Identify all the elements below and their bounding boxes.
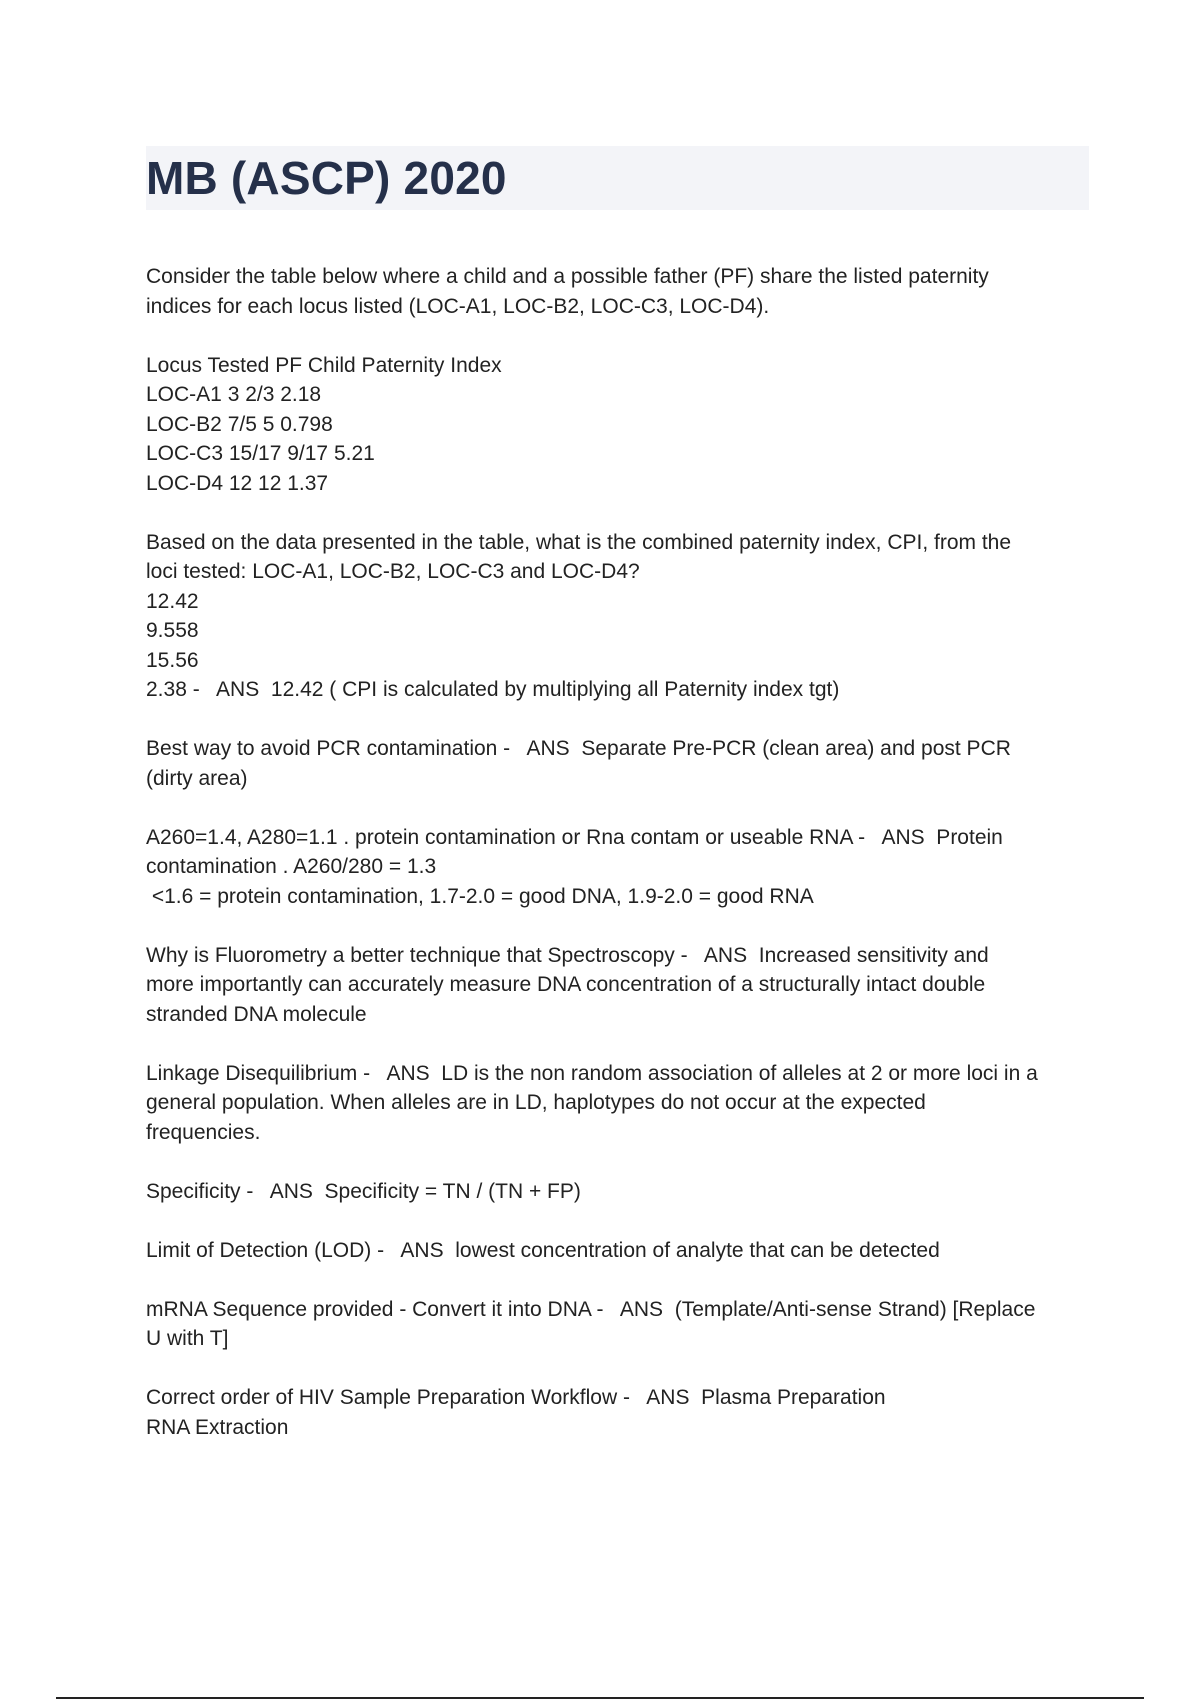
qa-item xyxy=(146,1383,1092,1442)
footer-divider xyxy=(56,1697,1144,1699)
table-row: LOC-A1 3 2/3 2.18 xyxy=(146,383,322,406)
qa-line: general population. When alleles are in LD, haplotypes do not occur at the expected xyxy=(146,1091,926,1114)
table-header: Locus Tested PF Child Paternity Index xyxy=(146,353,502,377)
question-cpi xyxy=(146,528,1092,705)
qa-item xyxy=(146,1177,1092,1207)
table-row: LOC-D4 12 12 1.37 xyxy=(146,471,329,495)
table-row: LOC-B2 7/5 5 0.798 xyxy=(146,412,333,436)
question-text: Based on the data presented in the table, what is the combined paternity index, CPI, from the xyxy=(146,530,1012,554)
text-line: Consider the table below where a child and a possible father (PF) share the listed paternity xyxy=(146,265,989,288)
qa-line: stranded DNA molecule xyxy=(146,1002,367,1026)
qa-line: (dirty area) xyxy=(146,766,248,790)
qa-line: Why is Fluorometry a better technique that Spectroscopy - ANS Increased sensitivity and xyxy=(146,943,989,967)
qa-item xyxy=(146,823,1092,912)
qa-line: contamination . A260/280 = 1.3 xyxy=(146,855,437,878)
answer-option: 12.42 xyxy=(146,589,199,613)
paternity-table xyxy=(146,351,1092,499)
qa-line: more importantly can accurately measure DNA concentration of a structurally intact double xyxy=(146,973,986,996)
qa-item xyxy=(146,1295,1092,1354)
qa-line: mRNA Sequence provided - Convert it into DNA - ANS (Template/Anti-sense Strand) [Replace xyxy=(146,1297,1036,1321)
qa-item xyxy=(146,1236,1092,1266)
qa-item xyxy=(146,1059,1092,1148)
text-line: indices for each locus listed (LOC-A1, LOC-B2, LOC-C3, LOC-D4). xyxy=(146,294,770,318)
document-body xyxy=(146,262,1092,1472)
qa-line: U with T] xyxy=(146,1327,229,1350)
qa-line: RNA Extraction xyxy=(146,1415,289,1439)
page-title: MB (ASCP) 2020 xyxy=(146,152,507,204)
qa-line: Best way to avoid PCR contamination - ANS Separate Pre-PCR (clean area) and post PCR xyxy=(146,737,1011,760)
answer-option: 9.558 xyxy=(146,619,199,642)
qa-item xyxy=(146,734,1092,793)
intro-paragraph xyxy=(146,262,1092,321)
title-banner xyxy=(146,146,1089,210)
qa-line: A260=1.4, A280=1.1 . protein contamination or Rna contam or useable RNA - ANS Protein xyxy=(146,825,1003,849)
qa-item xyxy=(146,941,1092,1030)
table-row: LOC-C3 15/17 9/17 5.21 xyxy=(146,442,375,465)
qa-line: Linkage Disequilibrium - ANS LD is the non random association of alleles at 2 or more loci in a xyxy=(146,1061,1038,1085)
qa-line: <1.6 = protein contamination, 1.7-2.0 = good DNA, 1.9-2.0 = good RNA xyxy=(146,884,814,908)
qa-line: frequencies. xyxy=(146,1120,261,1144)
answer-option-with-answer: 2.38 - ANS 12.42 ( CPI is calculated by multiplying all Paternity index tgt) xyxy=(146,678,840,701)
answer-option: 15.56 xyxy=(146,648,199,672)
qa-line: Correct order of HIV Sample Preparation Workflow - ANS Plasma Preparation xyxy=(146,1386,886,1409)
qa-line: Limit of Detection (LOD) - ANS lowest concentration of analyte that can be detected xyxy=(146,1238,940,1262)
question-text: loci tested: LOC-A1, LOC-B2, LOC-C3 and LOC-D4? xyxy=(146,560,640,583)
qa-line: Specificity - ANS Specificity = TN / (TN + FP) xyxy=(146,1179,581,1203)
